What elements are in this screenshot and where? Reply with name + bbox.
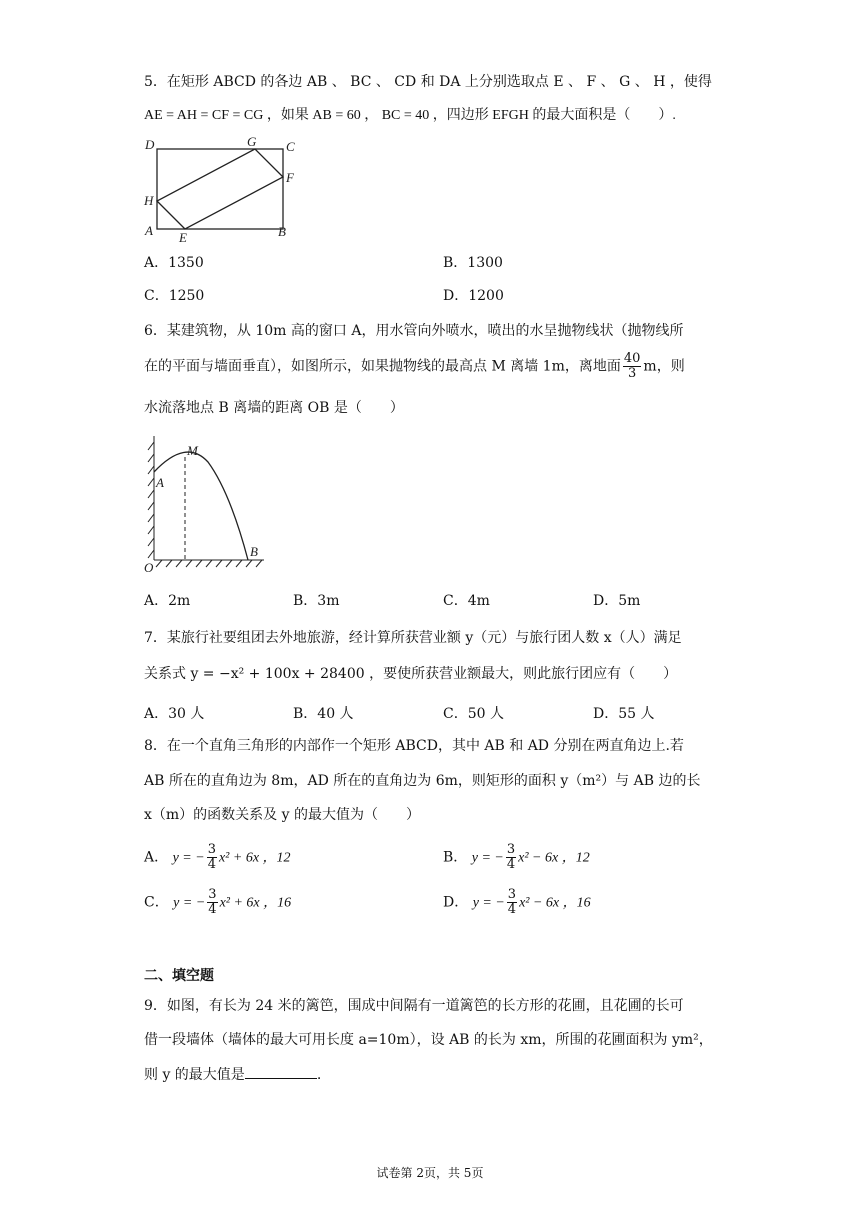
q8-option-b-label: B． <box>443 849 468 866</box>
q8-option-a[interactable] <box>144 843 291 872</box>
q8-option-d-fraction <box>507 888 517 917</box>
q6-option-b[interactable]: B．3m <box>293 593 340 609</box>
q6-fraction-numerator: 40 <box>623 351 641 366</box>
q9-line-2: 借一段墙体（墙体的最大可用长度 a=10m），设 AB 的长为 xm，所围的花圃面积为 ym²， <box>144 1032 713 1048</box>
q5-option-a[interactable]: A．1350 <box>144 255 204 271</box>
q8-fraction-denominator: 4 <box>506 857 516 872</box>
q5-option-d[interactable]: D．1200 <box>443 288 504 304</box>
q8-line-3: x（m）的函数关系及 y 的最大值为（ ） <box>144 807 420 823</box>
q5-label-f: F <box>286 170 294 185</box>
q6-label-o: O <box>144 560 154 574</box>
q6-line-2 <box>144 352 685 381</box>
q8-fraction-numerator: 3 <box>507 887 517 902</box>
q8-option-a-fraction <box>207 843 217 872</box>
q5-option-c[interactable]: C．1250 <box>144 288 205 304</box>
q6-option-d[interactable]: D．5m <box>593 593 641 609</box>
q6-line-2-tail: m，则 <box>643 358 685 375</box>
q8-fraction-denominator: 4 <box>208 902 217 917</box>
q7-line-2: 关系式 y = −x² + 100x + 28400 ，要使所获营业额最大，则此旅行团应有（ ） <box>144 666 678 682</box>
q5-rectangle-figure <box>140 135 300 247</box>
q7-option-a[interactable]: A．30 人 <box>144 706 205 722</box>
q8-option-c[interactable] <box>144 888 291 917</box>
q8-option-d-pre: y = − <box>472 895 505 911</box>
q8-option-b-post: x² − 6x ，12 <box>518 850 590 866</box>
q6-fraction <box>623 352 642 381</box>
q6-label-m: M <box>187 443 198 458</box>
q5-option-b[interactable]: B．1300 <box>443 255 503 271</box>
q5-label-h: H <box>144 193 154 208</box>
q5-label-b: B <box>278 224 286 239</box>
q7-line-1: 7．某旅行社要组团去外地旅游，经计算所获营业额 y（元）与旅行团人数 x（人）满足 <box>144 630 682 646</box>
q8-option-c-fraction <box>207 888 217 917</box>
q5-label-a: A <box>145 223 153 238</box>
q8-option-a-pre: y = − <box>172 850 205 866</box>
q5-line-1: 5．在矩形 ABCD 的各边 AB 、 BC 、 CD 和 DA 上分别选取点 E 、 F 、 G 、 H ，使得 <box>144 74 712 90</box>
section-heading-fill-in: 二、填空题 <box>144 968 214 984</box>
q9-line-3-text: 则 y 的最大值是 <box>144 1067 245 1083</box>
q8-option-c-label: C． <box>144 894 169 911</box>
q6-line-3: 水流落地点 B 离墙的距离 OB 是（ ） <box>144 400 404 416</box>
q8-option-d-post: x² − 6x ，16 <box>519 895 591 911</box>
q6-fraction-denominator: 3 <box>628 366 637 381</box>
q7-option-c[interactable]: C．50 人 <box>443 706 504 722</box>
q5-line-2: AE = AH = CF = CG ，如果 AB = 60 ， BC = 40 ，四边形 EFGH 的最大面积是（ ）. <box>144 108 676 123</box>
q5-label-g: G <box>247 135 257 149</box>
q9-answer-blank[interactable] <box>245 1064 317 1079</box>
q8-option-a-post: x² + 6x ，12 <box>218 850 291 866</box>
q5-label-c: C <box>286 139 295 154</box>
q8-fraction-denominator: 4 <box>507 902 517 917</box>
q5-label-e: E <box>179 230 187 245</box>
q8-fraction-numerator: 3 <box>208 887 217 902</box>
q8-option-b[interactable] <box>443 843 590 872</box>
q6-line-2-text: 在的平面与墙面垂直），如图所示，如果抛物线的最高点 M 离墙 1m，离地面 <box>144 358 621 375</box>
q6-label-b: B <box>250 544 258 559</box>
q9-line-3-end: . <box>316 1067 322 1083</box>
q7-option-b[interactable]: B．40 人 <box>293 706 354 722</box>
q6-line-1: 6．某建筑物，从 10m 高的窗口 A，用水管向外喷水，喷出的水呈抛物线状（抛物线所 <box>144 323 684 339</box>
q7-option-d[interactable]: D．55 人 <box>593 706 655 722</box>
q6-option-c[interactable]: C．4m <box>443 593 490 609</box>
q6-parabola-figure <box>140 432 280 574</box>
q8-fraction-denominator: 4 <box>207 857 216 872</box>
q8-option-c-pre: y = − <box>173 895 206 911</box>
q8-fraction-numerator: 3 <box>207 842 216 857</box>
q8-option-d[interactable] <box>443 888 591 917</box>
q8-fraction-numerator: 3 <box>506 842 516 857</box>
q8-option-b-pre: y = − <box>471 850 504 866</box>
q6-label-a: A <box>156 475 164 490</box>
q8-line-1: 8．在一个直角三角形的内部作一个矩形 ABCD，其中 AB 和 AD 分别在两直角边上.若 <box>144 738 684 754</box>
q8-option-d-label: D． <box>443 894 469 911</box>
q8-option-b-fraction <box>506 843 516 872</box>
q5-label-d: D <box>145 137 155 152</box>
q9-line-1: 9．如图，有长为 24 米的篱笆，围成中间隔有一道篱笆的长方形的花圃，且花圃的长可 <box>144 998 684 1014</box>
q6-option-a[interactable]: A．2m <box>144 593 191 609</box>
q8-line-2: AB 所在的直角边为 8m，AD 所在的直角边为 6m，则矩形的面积 y（m²）与 AB 边的长 <box>144 773 701 789</box>
q8-option-a-label: A． <box>144 849 169 866</box>
page-footer: 试卷第 2页，共 5页 <box>376 1166 484 1180</box>
q8-option-c-post: x² + 6x ，16 <box>219 895 292 911</box>
q9-line-3 <box>144 1064 321 1085</box>
